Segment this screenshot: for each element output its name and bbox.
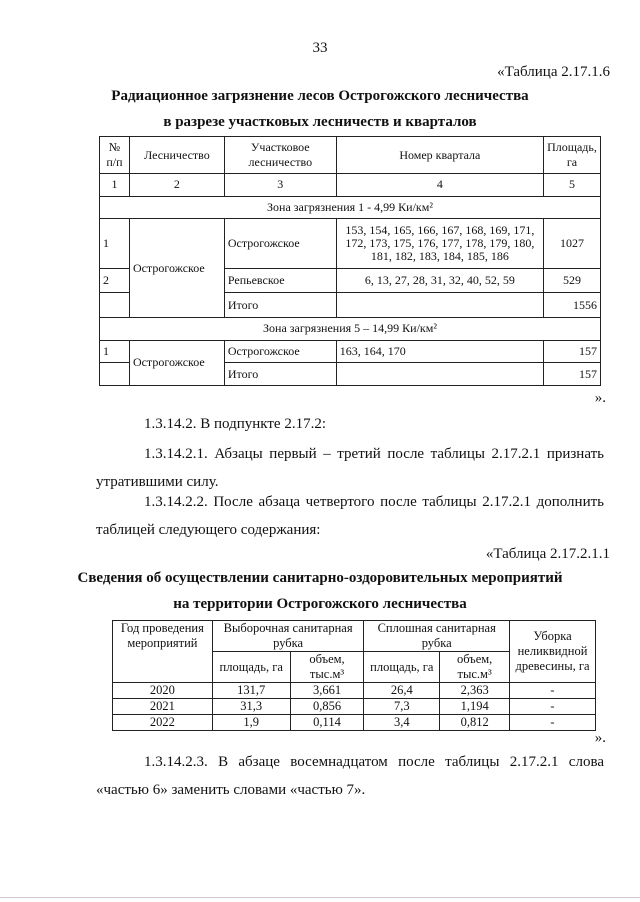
row-quarters: 6, 13, 27, 28, 31, 32, 40, 52, 59 [336,268,543,293]
paragraph-3: 1.3.14.2.2. После абзаца четвертого после таблицы 2.17.2.1 дополнить таблицей следующего содержания: [96,494,604,538]
header-forestry: Лесничество [129,137,224,174]
paragraph-1: 1.3.14.2. В подпункте 2.17.2: [144,416,327,432]
row-district: Репьевское [224,268,336,293]
total-label: Итого [224,363,336,386]
sel-area-cell: 131,7 [212,683,290,699]
total-label: Итого [224,293,336,318]
row-district: Острогожское [224,340,336,363]
zone2-label: Зона загрязнения 5 – 14,99 Ки/км² [100,318,601,341]
zone1-label: Зона загрязнения 1 - 4,99 Ки/км² [100,196,601,219]
header-clr-area: площадь, га [364,652,440,683]
header-clear: Сплошная санитарная рубка [364,621,510,652]
page-bottom-edge [0,897,640,902]
header-year: Год проведения мероприятий [113,621,213,683]
row-district: Острогожское [224,219,336,268]
row-num: 1 [100,219,130,268]
col-number: 3 [224,174,336,197]
col-number: 2 [129,174,224,197]
table1-close: ». [594,390,606,406]
total-area: 1556 [543,293,600,318]
table2-close: ». [594,730,606,746]
page-number: 33 [312,40,328,56]
table2-title-line2: на территории Острогожского лесничества [173,596,467,612]
sel-vol-cell: 0,114 [290,715,364,731]
row-num: 1 [100,340,130,363]
zone2-forestry: Острогожское [129,340,224,385]
empty-cell [336,293,543,318]
radiation-table [99,136,601,386]
table1-title-line1: Радиационное загрязнение лесов Острогожского лесничества [111,88,529,104]
header-district: Участковое лесничество [224,137,336,174]
sel-vol-cell: 3,661 [290,683,364,699]
paragraph-2: 1.3.14.2.1. Абзацы первый – третий после таблицы 2.17.2.1 признать утратившими силу. [96,446,604,490]
row-quarters: 163, 164, 170 [336,340,543,363]
sel-area-cell: 31,3 [212,699,290,715]
table2-title-line1: Сведения об осуществлении санитарно-оздоровительных мероприятий [77,570,563,586]
col-number: 4 [336,174,543,197]
clr-area-cell: 7,3 [364,699,440,715]
total-area: 157 [543,363,600,386]
row-area: 1027 [543,219,600,268]
zone1-forestry: Острогожское [129,219,224,318]
row-num: 2 [100,268,130,293]
col-number: 1 [100,174,130,197]
table1-title-line2: в разрезе участковых лесничеств и кварталов [163,114,477,130]
clr-vol-cell: 1,194 [440,699,510,715]
clr-area-cell: 3,4 [364,715,440,731]
empty-cell [336,363,543,386]
header-cleanup: Уборка неликвидной древесины, га [510,621,596,683]
header-sel-volume: объем, тыс.м³ [290,652,364,683]
year-cell: 2022 [113,715,213,731]
year-cell: 2020 [113,683,213,699]
empty-cell [100,293,130,318]
empty-cell [100,363,130,386]
cleanup-cell: - [510,715,596,731]
sel-area-cell: 1,9 [212,715,290,731]
header-clr-volume: объем, тыс.м³ [440,652,510,683]
year-cell: 2021 [113,699,213,715]
row-area: 157 [543,340,600,363]
header-area: Площадь, га [543,137,600,174]
clr-vol-cell: 2,363 [440,683,510,699]
clr-area-cell: 26,4 [364,683,440,699]
row-quarters: 153, 154, 165, 166, 167, 168, 169, 171, 172, 173, 175, 176, 177, 178, 179, 180, 181, 182, 183, 184, 185, 186 [336,219,543,268]
header-selective: Выборочная санитарная рубка [212,621,364,652]
header-sel-area: площадь, га [212,652,290,683]
header-num: № п/п [100,137,130,174]
row-area: 529 [543,268,600,293]
sanitary-table [112,620,596,731]
clr-vol-cell: 0,812 [440,715,510,731]
table2-label: «Таблица 2.17.2.1.1 [485,546,610,562]
sel-vol-cell: 0,856 [290,699,364,715]
col-number: 5 [543,174,600,197]
table1-label: «Таблица 2.17.1.6 [497,64,610,80]
header-quarter: Номер квартала [336,137,543,174]
cleanup-cell: - [510,699,596,715]
cleanup-cell: - [510,683,596,699]
paragraph-4: 1.3.14.2.3. В абзаце восемнадцатом после таблицы 2.17.2.1 слова «частью 6» заменить словами «частью 7». [96,754,604,798]
